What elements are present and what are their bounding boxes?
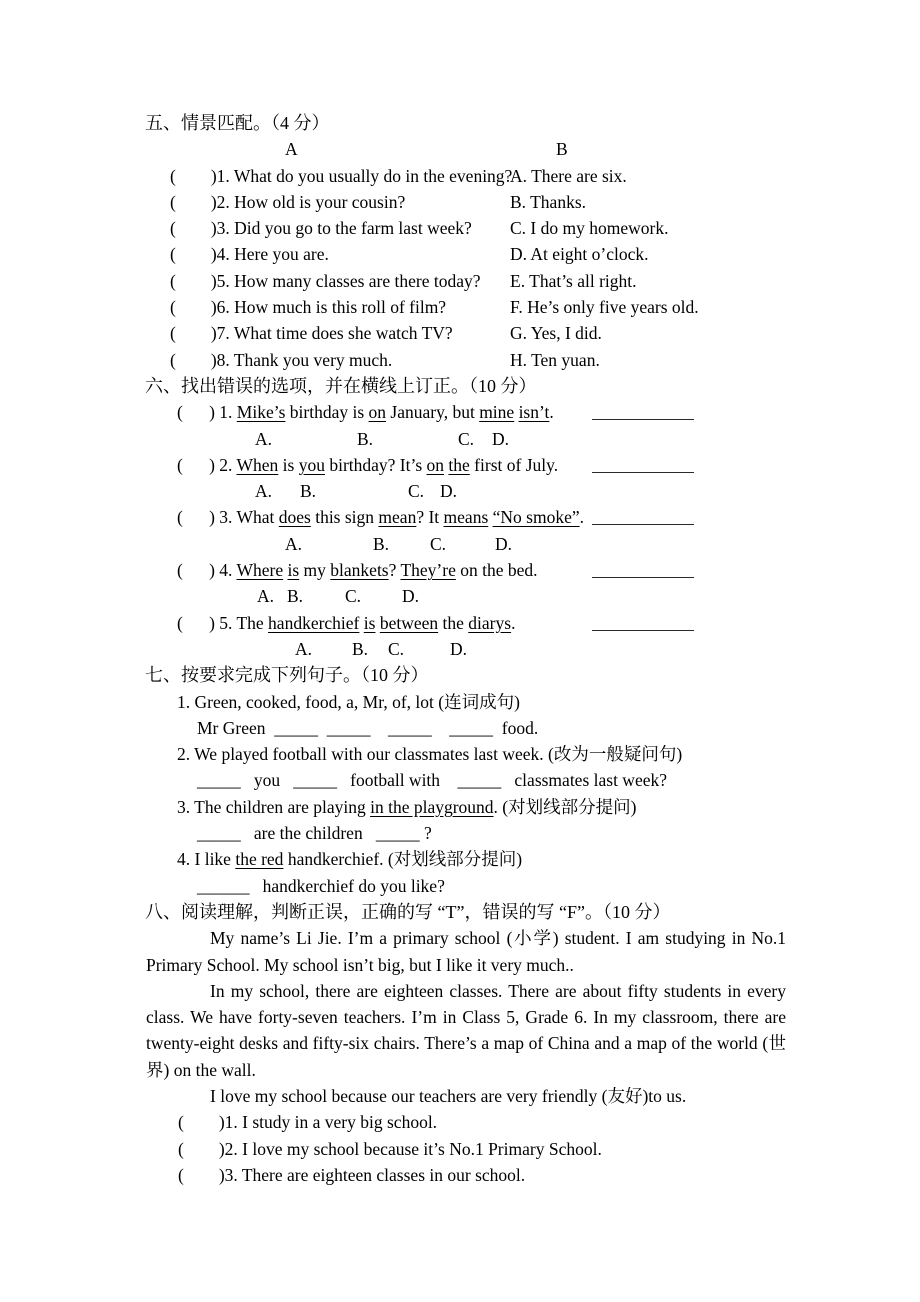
option-letter: A.: [255, 428, 273, 449]
error-sentence[interactable]: ( ) 2. When is you birthday? It’s on the first of July.: [177, 454, 559, 475]
match-question[interactable]: ( )8. Thank you very much.: [170, 349, 393, 370]
option-letter: D.: [440, 481, 458, 502]
match-row: [0, 320, 920, 346]
rewrite-item: [0, 846, 920, 872]
correction-blank[interactable]: [592, 524, 694, 525]
match-answer: B. Thanks.: [510, 191, 586, 212]
tf-question-text[interactable]: ( )2. I love my school because it’s No.1 Primary School.: [178, 1138, 602, 1159]
tf-question: [0, 1109, 920, 1135]
error-item: [0, 610, 920, 636]
option-letters: [0, 478, 920, 504]
column-b-header: B: [556, 139, 568, 160]
correction-blank[interactable]: [592, 472, 694, 473]
option-letter: D.: [492, 428, 510, 449]
correction-blank[interactable]: [592, 577, 694, 578]
error-sentence[interactable]: ( ) 5. The handkerchief is between the diarys.: [177, 612, 516, 633]
option-letter: D.: [495, 533, 513, 554]
error-item: [0, 452, 920, 478]
rewrite-prompt: 1. Green, cooked, food, a, Mr, of, lot (连词成句): [177, 691, 520, 712]
rewrite-answer-line: [0, 873, 920, 899]
match-row: [0, 163, 920, 189]
match-question[interactable]: ( )3. Did you go to the farm last week?: [170, 218, 472, 239]
match-row: [0, 347, 920, 373]
rewrite-prompt: 2. We played football with our classmates last week. (改为一般疑问句): [177, 744, 683, 765]
tf-question-text[interactable]: ( )3. There are eighteen classes in our school.: [178, 1164, 526, 1185]
option-letter: C.: [408, 481, 425, 502]
correction-blank[interactable]: [592, 630, 694, 631]
match-answer: H. Ten yuan.: [510, 349, 600, 370]
match-answer: E. That’s all right.: [510, 270, 637, 291]
fill-blanks[interactable]: ______ handkerchief do you like?: [197, 875, 445, 896]
correction-blank[interactable]: [592, 419, 694, 420]
rewrite-prompt: 4. I like the red handkerchief. (对划线部分提问): [177, 849, 523, 870]
option-letter: A.: [295, 638, 313, 659]
option-letter: A.: [285, 533, 303, 554]
rewrite-prompt: 3. The children are playing in the playground. (对划线部分提问): [177, 796, 637, 817]
match-question[interactable]: ( )6. How much is this roll of film?: [170, 297, 447, 318]
option-letter: D.: [402, 586, 420, 607]
tf-question: [0, 1136, 920, 1162]
rewrite-item: [0, 689, 920, 715]
option-letters: [0, 583, 920, 609]
match-row: [0, 294, 920, 320]
match-answer: C. I do my homework.: [510, 218, 669, 239]
match-answer: F. He’s only five years old.: [510, 297, 699, 318]
option-letters: [0, 531, 920, 557]
match-answer: D. At eight o’clock.: [510, 244, 649, 265]
option-letters: [0, 636, 920, 662]
rewrite-item: [0, 794, 920, 820]
option-letter: B.: [352, 638, 369, 659]
option-letter: C.: [458, 428, 475, 449]
rewrite-answer-line: [0, 715, 920, 741]
error-item: [0, 399, 920, 425]
error-item: [0, 504, 920, 530]
option-letter: C.: [430, 533, 447, 554]
error-item: [0, 557, 920, 583]
option-letter: B.: [357, 428, 374, 449]
section6-title: 六、找出错误的选项，并在横线上订正。（10 分）: [145, 375, 537, 396]
match-question[interactable]: ( )7. What time does she watch TV?: [170, 323, 453, 344]
match-row: [0, 268, 920, 294]
fill-blanks[interactable]: Mr Green _____ _____ _____ _____ food.: [197, 717, 539, 738]
option-letter: D.: [450, 638, 468, 659]
column-a-header: A: [285, 139, 298, 160]
section5-title: 五、情景匹配。（4 分）: [145, 113, 330, 133]
match-question[interactable]: ( )2. How old is your cousin?: [170, 191, 406, 212]
tf-question-text[interactable]: ( )1. I study in a very big school.: [178, 1112, 438, 1133]
match-row: [0, 189, 920, 215]
reading-paragraph: In my school, there are eighteen classes. There are about fifty students in every class. We have forty-seven teachers. I’m in Class 5, Grade 6. In my classroom, there are twenty-eight desks and fifty-six chairs. There’s a map of China and a map of the world (世界) on the wall.: [146, 980, 786, 1080]
section7-title: 七、按要求完成下列句子。（10 分）: [145, 665, 429, 686]
rewrite-answer-line: [0, 820, 920, 846]
match-question[interactable]: ( )1. What do you usually do in the evening?: [170, 165, 513, 186]
fill-blanks[interactable]: _____ are the children _____ ?: [197, 823, 432, 844]
match-question[interactable]: ( )5. How many classes are there today?: [170, 270, 481, 291]
option-letters: [0, 426, 920, 452]
reading-paragraph: I love my school because our teachers are very friendly (友好)to us.: [210, 1085, 687, 1106]
fill-blanks[interactable]: _____ you _____ football with _____ classmates last week?: [197, 770, 667, 791]
rewrite-answer-line: [0, 767, 920, 793]
option-letter: C.: [345, 586, 362, 607]
reading-paragraph: My name’s Li Jie. I’m a primary school (小学) student. I am studying in No.1 Primary School. My school isn’t big, but I like it very much..: [146, 928, 786, 975]
option-letter: C.: [388, 638, 405, 659]
match-row: [0, 215, 920, 241]
option-letter: B.: [287, 586, 304, 607]
option-letter: B.: [300, 481, 317, 502]
match-answer: A. There are six.: [510, 165, 627, 186]
option-letter: A.: [257, 586, 275, 607]
error-sentence[interactable]: ( ) 1. Mike’s birthday is on January, but mine isn’t.: [177, 402, 554, 423]
match-question[interactable]: ( )4. Here you are.: [170, 244, 329, 265]
column-headers: [0, 136, 920, 162]
rewrite-item: [0, 741, 920, 767]
tf-question: [0, 1162, 920, 1188]
option-letter: B.: [373, 533, 390, 554]
error-sentence[interactable]: ( ) 4. Where is my blankets? They’re on the bed.: [177, 560, 538, 581]
option-letter: A.: [255, 481, 273, 502]
error-sentence[interactable]: ( ) 3. What does this sign mean? It means “No smoke”.: [177, 507, 585, 528]
match-answer: G. Yes, I did.: [510, 323, 602, 344]
match-row: [0, 241, 920, 267]
section8-title: 八、阅读理解，判断正误，正确的写 “T”，错误的写 “F”。（10 分）: [145, 901, 671, 922]
